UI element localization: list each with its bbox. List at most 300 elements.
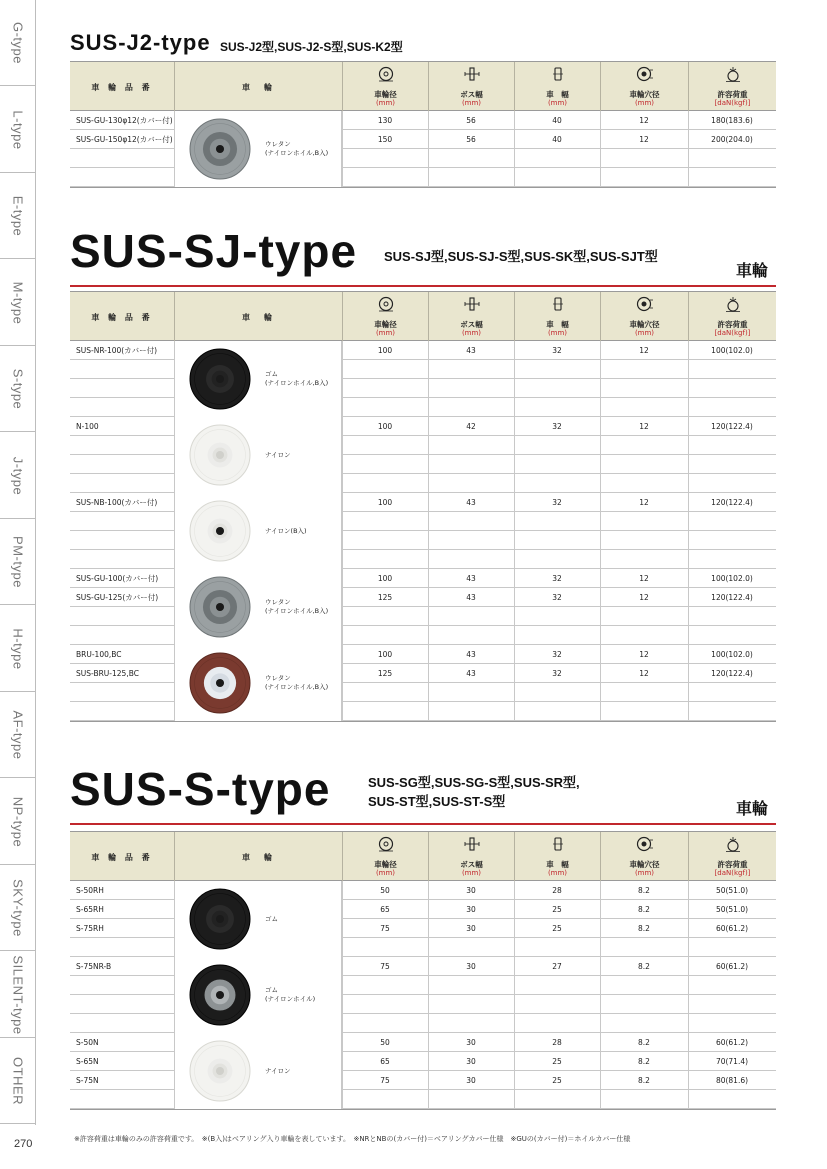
footnote: ※許容荷重は車輪のみの許容荷重です。 ※(B入)はベアリング入り車輪を表しています。 ※NRとNBの(カバー付)＝ベアリングカバー仕様 ※GUの(カバー付)＝ホイルカバー仕様 <box>74 1135 631 1143</box>
column-divider <box>514 881 515 956</box>
cell-hole: 12 <box>639 135 649 144</box>
column-header-label: 車 幅 <box>546 90 569 99</box>
cell-load <box>688 607 776 626</box>
section-tag-wheel: 車輪 <box>735 263 768 280</box>
cell-diameter <box>342 512 428 531</box>
cell-diameter <box>342 168 428 187</box>
cell-name: S-65N <box>76 1057 99 1066</box>
sidebar-tab-af-type[interactable] <box>0 692 36 778</box>
cell-name: S-50N <box>76 1038 99 1047</box>
cell-width: 27 <box>552 962 562 971</box>
cell-hole: 8.2 <box>638 1038 650 1047</box>
wheel-group <box>70 569 776 645</box>
load-dimension-icon <box>724 66 742 86</box>
wheel-image <box>189 1040 251 1102</box>
column-header-unit: (mm) <box>634 99 655 107</box>
cell-diameter <box>342 702 428 721</box>
column-header-label: 車 輪 <box>242 83 275 92</box>
cell-boss: 30 <box>466 1057 476 1066</box>
cell-boss: 30 <box>466 1038 476 1047</box>
column-header-label: ボス幅 <box>460 90 483 99</box>
cell-diameter <box>342 1014 428 1033</box>
cell-boss: 30 <box>466 886 476 895</box>
column-divider <box>600 881 601 956</box>
wheel-cell <box>174 881 342 957</box>
cell-boss <box>428 455 514 474</box>
cell-hole: 12 <box>639 498 649 507</box>
section-subtitle-line2: SUS-ST型,SUS-ST-S型 <box>368 794 506 809</box>
wheel-material-line: ウレタン <box>265 674 291 682</box>
column-divider <box>428 957 429 1032</box>
column-header-label: 車 輪 品 番 <box>91 83 153 92</box>
column-header-diameter <box>342 292 428 341</box>
hole-dimension-icon <box>636 296 654 316</box>
cell-hole <box>600 436 688 455</box>
cell-boss <box>428 168 514 187</box>
cell-hole <box>600 995 688 1014</box>
column-divider <box>600 417 601 492</box>
sidebar-tab-label: S-type <box>10 368 26 410</box>
wheel-material <box>265 986 315 1004</box>
cell-hole: 8.2 <box>638 1057 650 1066</box>
column-header-label: 車輪径 <box>374 860 397 869</box>
cell-diameter: 75 <box>380 924 390 933</box>
cell-width <box>514 683 600 702</box>
sidebar-tab-sky-type[interactable] <box>0 865 36 951</box>
wheel-material-line: (ナイロンホイル,B入) <box>265 683 329 691</box>
wheel-cell <box>174 957 342 1033</box>
cell-name: S-75RH <box>76 924 104 933</box>
cell-diameter <box>342 149 428 168</box>
column-header-wheel <box>174 62 342 111</box>
cell-boss <box>428 702 514 721</box>
cell-boss <box>428 531 514 550</box>
column-header-unit: [daN(kgf)] <box>714 869 751 877</box>
cell-width <box>514 976 600 995</box>
cell-diameter: 75 <box>380 1076 390 1085</box>
cell-diameter: 65 <box>380 905 390 914</box>
hole-dimension-icon <box>636 836 654 856</box>
column-header-label: 許容荷重 <box>717 320 748 329</box>
sidebar-tab-l-type[interactable] <box>0 87 36 173</box>
cell-name: SUS-GU-125(カバー付) <box>76 593 159 602</box>
cell-load: 70(71.4) <box>715 1057 749 1066</box>
wheel-group <box>70 1033 776 1109</box>
cell-boss <box>428 550 514 569</box>
sidebar-tab-h-type[interactable] <box>0 606 36 692</box>
cell-hole: 8.2 <box>638 1076 650 1085</box>
section-divider <box>70 285 776 287</box>
column-divider <box>688 881 689 956</box>
cell-diameter <box>342 550 428 569</box>
cell-hole <box>600 512 688 531</box>
cell-load <box>688 398 776 417</box>
cell-width <box>514 702 600 721</box>
cell-load <box>688 1090 776 1109</box>
wheel-image <box>189 424 251 486</box>
column-header-width <box>514 832 600 881</box>
cell-diameter: 150 <box>377 135 393 144</box>
cell-load <box>688 512 776 531</box>
cell-diameter <box>342 398 428 417</box>
diameter-dimension-icon <box>378 296 394 316</box>
table-header <box>70 292 776 341</box>
diameter-dimension-icon <box>378 836 394 856</box>
wheel-cell <box>174 569 342 645</box>
cell-hole <box>600 550 688 569</box>
column-header-load <box>688 292 776 341</box>
cell-load: 120(122.4) <box>711 593 753 602</box>
cell-name: N-100 <box>76 422 99 431</box>
cell-hole <box>600 1014 688 1033</box>
section-tag-wheel: 車輪 <box>735 801 768 818</box>
cell-load <box>688 626 776 645</box>
column-header-label: 車 輪 <box>242 853 275 862</box>
cell-load: 120(122.4) <box>711 498 753 507</box>
wheel-group <box>70 417 776 493</box>
column-divider <box>514 1033 515 1109</box>
cell-boss <box>428 398 514 417</box>
table-header <box>70 62 776 111</box>
cell-boss: 30 <box>466 924 476 933</box>
sidebar-tab-label: H-type <box>10 627 26 670</box>
column-divider <box>342 341 343 416</box>
cell-load <box>688 436 776 455</box>
section-title: SUS-SJ-type <box>70 225 358 277</box>
column-divider <box>428 111 429 187</box>
column-divider <box>428 417 429 492</box>
column-divider <box>688 111 689 187</box>
column-header-wheel <box>174 832 342 881</box>
column-divider <box>514 111 515 187</box>
column-header-diameter <box>342 832 428 881</box>
cell-diameter: 100 <box>377 650 393 659</box>
cell-width <box>514 995 600 1014</box>
cell-hole <box>600 474 688 493</box>
column-header-label: 車輪径 <box>374 90 397 99</box>
wheel-material <box>265 915 278 924</box>
cell-diameter: 100 <box>377 498 393 507</box>
cell-load: 80(81.6) <box>715 1076 749 1085</box>
cell-name: S-75NR-B <box>76 962 112 971</box>
cell-name: SUS-GU-100(カバー付) <box>76 574 159 583</box>
sidebar-tab-label: L-type <box>10 109 26 150</box>
cell-width: 40 <box>552 135 562 144</box>
cell-name: SUS-GU-130φ12(カバー付) <box>76 116 173 125</box>
column-header-label: 許容荷重 <box>717 90 748 99</box>
column-divider <box>688 417 689 492</box>
column-divider <box>600 111 601 187</box>
column-header-boss <box>428 832 514 881</box>
cell-name: SUS-GU-150φ12(カバー付) <box>76 135 173 144</box>
column-divider <box>428 493 429 568</box>
sidebar-tab-np-type[interactable] <box>0 779 36 865</box>
cell-boss <box>428 626 514 645</box>
column-divider <box>600 493 601 568</box>
column-header-name <box>70 292 174 341</box>
cell-hole: 12 <box>639 650 649 659</box>
cell-width <box>514 379 600 398</box>
column-header-unit: (mm) <box>461 329 482 337</box>
cell-diameter: 125 <box>377 593 393 602</box>
column-divider <box>342 881 343 956</box>
wheel-material <box>265 1067 291 1076</box>
column-header-boss <box>428 62 514 111</box>
cell-boss <box>428 995 514 1014</box>
column-divider <box>342 417 343 492</box>
sidebar-tab-g-type[interactable] <box>0 0 36 86</box>
column-header-hole <box>600 62 688 111</box>
boss-dimension-icon <box>464 836 480 856</box>
sidebar-tab-label: OTHER <box>10 1057 26 1105</box>
cell-width <box>514 550 600 569</box>
wheel-material-line: ウレタン <box>265 140 291 148</box>
cell-hole <box>600 1090 688 1109</box>
column-header-boss <box>428 292 514 341</box>
cell-width: 32 <box>552 669 562 678</box>
section-header-sus-sj <box>70 222 776 288</box>
sidebar-tab-pm-type[interactable] <box>0 519 36 605</box>
cell-diameter <box>342 976 428 995</box>
cell-hole <box>600 360 688 379</box>
column-divider <box>342 645 343 721</box>
cell-diameter: 100 <box>377 574 393 583</box>
wheel-image <box>189 576 251 638</box>
cell-width: 25 <box>552 924 562 933</box>
cell-boss: 43 <box>466 669 476 678</box>
cell-width <box>514 626 600 645</box>
wheel-material-line: (ナイロンホイル,B入) <box>265 149 329 157</box>
column-header-label: 車 輪 <box>242 313 275 322</box>
cell-width <box>514 512 600 531</box>
sidebar-tab-label: J-type <box>10 456 26 495</box>
cell-load: 60(61.2) <box>715 1038 749 1047</box>
cell-boss: 43 <box>466 650 476 659</box>
cell-width <box>514 360 600 379</box>
cell-load <box>688 550 776 569</box>
sidebar-tab-label: M-type <box>10 281 26 324</box>
sidebar-tab-s-type[interactable] <box>0 346 36 432</box>
cell-width <box>514 436 600 455</box>
cell-boss <box>428 379 514 398</box>
section-title: SUS-S-type <box>70 763 331 815</box>
column-divider <box>600 1033 601 1109</box>
cell-load: 60(61.2) <box>715 924 749 933</box>
cell-width: 32 <box>552 346 562 355</box>
column-header-name <box>70 832 174 881</box>
cell-load <box>688 455 776 474</box>
cell-diameter <box>342 1090 428 1109</box>
wheel-material <box>265 370 328 388</box>
column-divider <box>514 493 515 568</box>
cell-diameter: 75 <box>380 962 390 971</box>
sidebar-tab-silent-type[interactable] <box>0 952 36 1038</box>
cell-load <box>688 379 776 398</box>
cell-load <box>688 995 776 1014</box>
cell-load <box>688 976 776 995</box>
wheel-cell <box>174 111 342 187</box>
cell-load <box>688 149 776 168</box>
cell-hole <box>600 455 688 474</box>
cell-boss: 43 <box>466 346 476 355</box>
wheel-material <box>265 527 307 536</box>
cell-width: 32 <box>552 498 562 507</box>
cell-load: 120(122.4) <box>711 422 753 431</box>
column-divider <box>600 645 601 721</box>
column-header-label: 車輪穴径 <box>629 320 660 329</box>
cell-load <box>688 360 776 379</box>
cell-diameter: 130 <box>377 116 393 125</box>
cell-load: 50(51.0) <box>715 886 749 895</box>
column-divider <box>342 493 343 568</box>
cell-width <box>514 531 600 550</box>
cell-name: S-65RH <box>76 905 104 914</box>
column-header-unit: [daN(kgf)] <box>714 99 751 107</box>
cell-boss: 30 <box>466 962 476 971</box>
cell-load <box>688 531 776 550</box>
cell-hole: 12 <box>639 116 649 125</box>
cell-boss: 56 <box>466 116 476 125</box>
cell-boss: 30 <box>466 905 476 914</box>
cell-name: BRU-100,BC <box>76 650 122 659</box>
column-header-label: 車 輪 品 番 <box>91 313 153 322</box>
spec-table-sus-sj <box>70 291 776 722</box>
wheel-material <box>265 598 328 616</box>
cell-hole <box>600 702 688 721</box>
column-divider <box>688 957 689 1032</box>
cell-diameter: 125 <box>377 669 393 678</box>
column-divider <box>514 417 515 492</box>
cell-hole <box>600 976 688 995</box>
column-header-unit: (mm) <box>634 329 655 337</box>
wheel-cell <box>174 645 342 721</box>
cell-name: S-50RH <box>76 886 104 895</box>
column-header-unit: (mm) <box>375 869 396 877</box>
hole-dimension-icon <box>636 66 654 86</box>
column-header-label: 車 幅 <box>546 860 569 869</box>
column-header-unit: (mm) <box>375 329 396 337</box>
column-header-unit: (mm) <box>375 99 396 107</box>
column-header-diameter <box>342 62 428 111</box>
column-header-width <box>514 62 600 111</box>
column-divider <box>342 1033 343 1109</box>
cell-hole: 8.2 <box>638 924 650 933</box>
cell-width: 28 <box>552 886 562 895</box>
section-header-sus-s <box>70 760 776 826</box>
column-divider <box>428 341 429 416</box>
column-divider <box>514 645 515 721</box>
cell-diameter <box>342 995 428 1014</box>
column-divider <box>428 645 429 721</box>
column-header-unit: (mm) <box>634 869 655 877</box>
cell-boss: 30 <box>466 1076 476 1085</box>
load-dimension-icon <box>724 296 742 316</box>
column-divider <box>428 1033 429 1109</box>
column-header-label: 車輪穴径 <box>629 860 660 869</box>
wheel-cell <box>174 1033 342 1109</box>
cell-width <box>514 1090 600 1109</box>
wheel-image <box>189 964 251 1026</box>
column-header-hole <box>600 832 688 881</box>
cell-diameter <box>342 626 428 645</box>
cell-load: 100(102.0) <box>711 574 753 583</box>
load-dimension-icon <box>724 836 742 856</box>
cell-width: 28 <box>552 1038 562 1047</box>
column-divider <box>600 957 601 1032</box>
cell-boss <box>428 360 514 379</box>
cell-diameter <box>342 607 428 626</box>
column-divider <box>688 341 689 416</box>
sidebar-tab-label: E-type <box>10 195 26 237</box>
column-divider <box>688 645 689 721</box>
cell-boss <box>428 512 514 531</box>
width-dimension-icon <box>550 296 566 316</box>
cell-width: 32 <box>552 650 562 659</box>
cell-boss: 42 <box>466 422 476 431</box>
cell-boss: 43 <box>466 498 476 507</box>
cell-hole <box>600 683 688 702</box>
cell-width: 25 <box>552 905 562 914</box>
sidebar-tab-other[interactable] <box>0 1038 36 1124</box>
cell-hole: 12 <box>639 422 649 431</box>
cell-diameter: 65 <box>380 1057 390 1066</box>
cell-boss <box>428 1090 514 1109</box>
cell-load: 60(61.2) <box>715 962 749 971</box>
column-divider <box>342 111 343 187</box>
column-header-load <box>688 832 776 881</box>
sidebar-tab-e-type[interactable] <box>0 173 36 259</box>
cell-diameter: 50 <box>380 1038 390 1047</box>
column-header-unit: [daN(kgf)] <box>714 329 751 337</box>
column-divider <box>514 569 515 644</box>
sidebar-tab-label: PM-type <box>10 536 26 588</box>
sidebar-tab-m-type[interactable] <box>0 260 36 346</box>
column-divider <box>600 569 601 644</box>
width-dimension-icon <box>550 836 566 856</box>
cell-width <box>514 607 600 626</box>
cell-load: 100(102.0) <box>711 346 753 355</box>
wheel-material <box>265 140 328 158</box>
section-divider <box>70 823 776 825</box>
section-header-sus-j2 <box>70 26 776 60</box>
sidebar-tab-label: SKY-type <box>10 879 26 937</box>
cell-load: 50(51.0) <box>715 905 749 914</box>
column-divider <box>688 493 689 568</box>
wheel-material <box>265 451 291 460</box>
wheel-material-line: ナイロン <box>265 1066 291 1075</box>
cell-width <box>514 938 600 957</box>
sidebar-tab-label: SILENT-type <box>10 954 26 1035</box>
column-header-wheel <box>174 292 342 341</box>
column-header-label: 車輪径 <box>374 320 397 329</box>
cell-hole <box>600 531 688 550</box>
sidebar-tab-j-type[interactable] <box>0 433 36 519</box>
boss-dimension-icon <box>464 66 480 86</box>
cell-load <box>688 1014 776 1033</box>
cell-boss <box>428 607 514 626</box>
wheel-material-line: ゴム <box>265 914 278 923</box>
cell-hole: 8.2 <box>638 886 650 895</box>
sidebar-tab-label: AF-type <box>10 710 26 760</box>
boss-dimension-icon <box>464 296 480 316</box>
wheel-cell <box>174 493 342 569</box>
cell-diameter <box>342 436 428 455</box>
cell-hole <box>600 149 688 168</box>
cell-boss: 43 <box>466 574 476 583</box>
column-header-label: 車輪穴径 <box>629 90 660 99</box>
cell-load <box>688 702 776 721</box>
width-dimension-icon <box>550 66 566 86</box>
